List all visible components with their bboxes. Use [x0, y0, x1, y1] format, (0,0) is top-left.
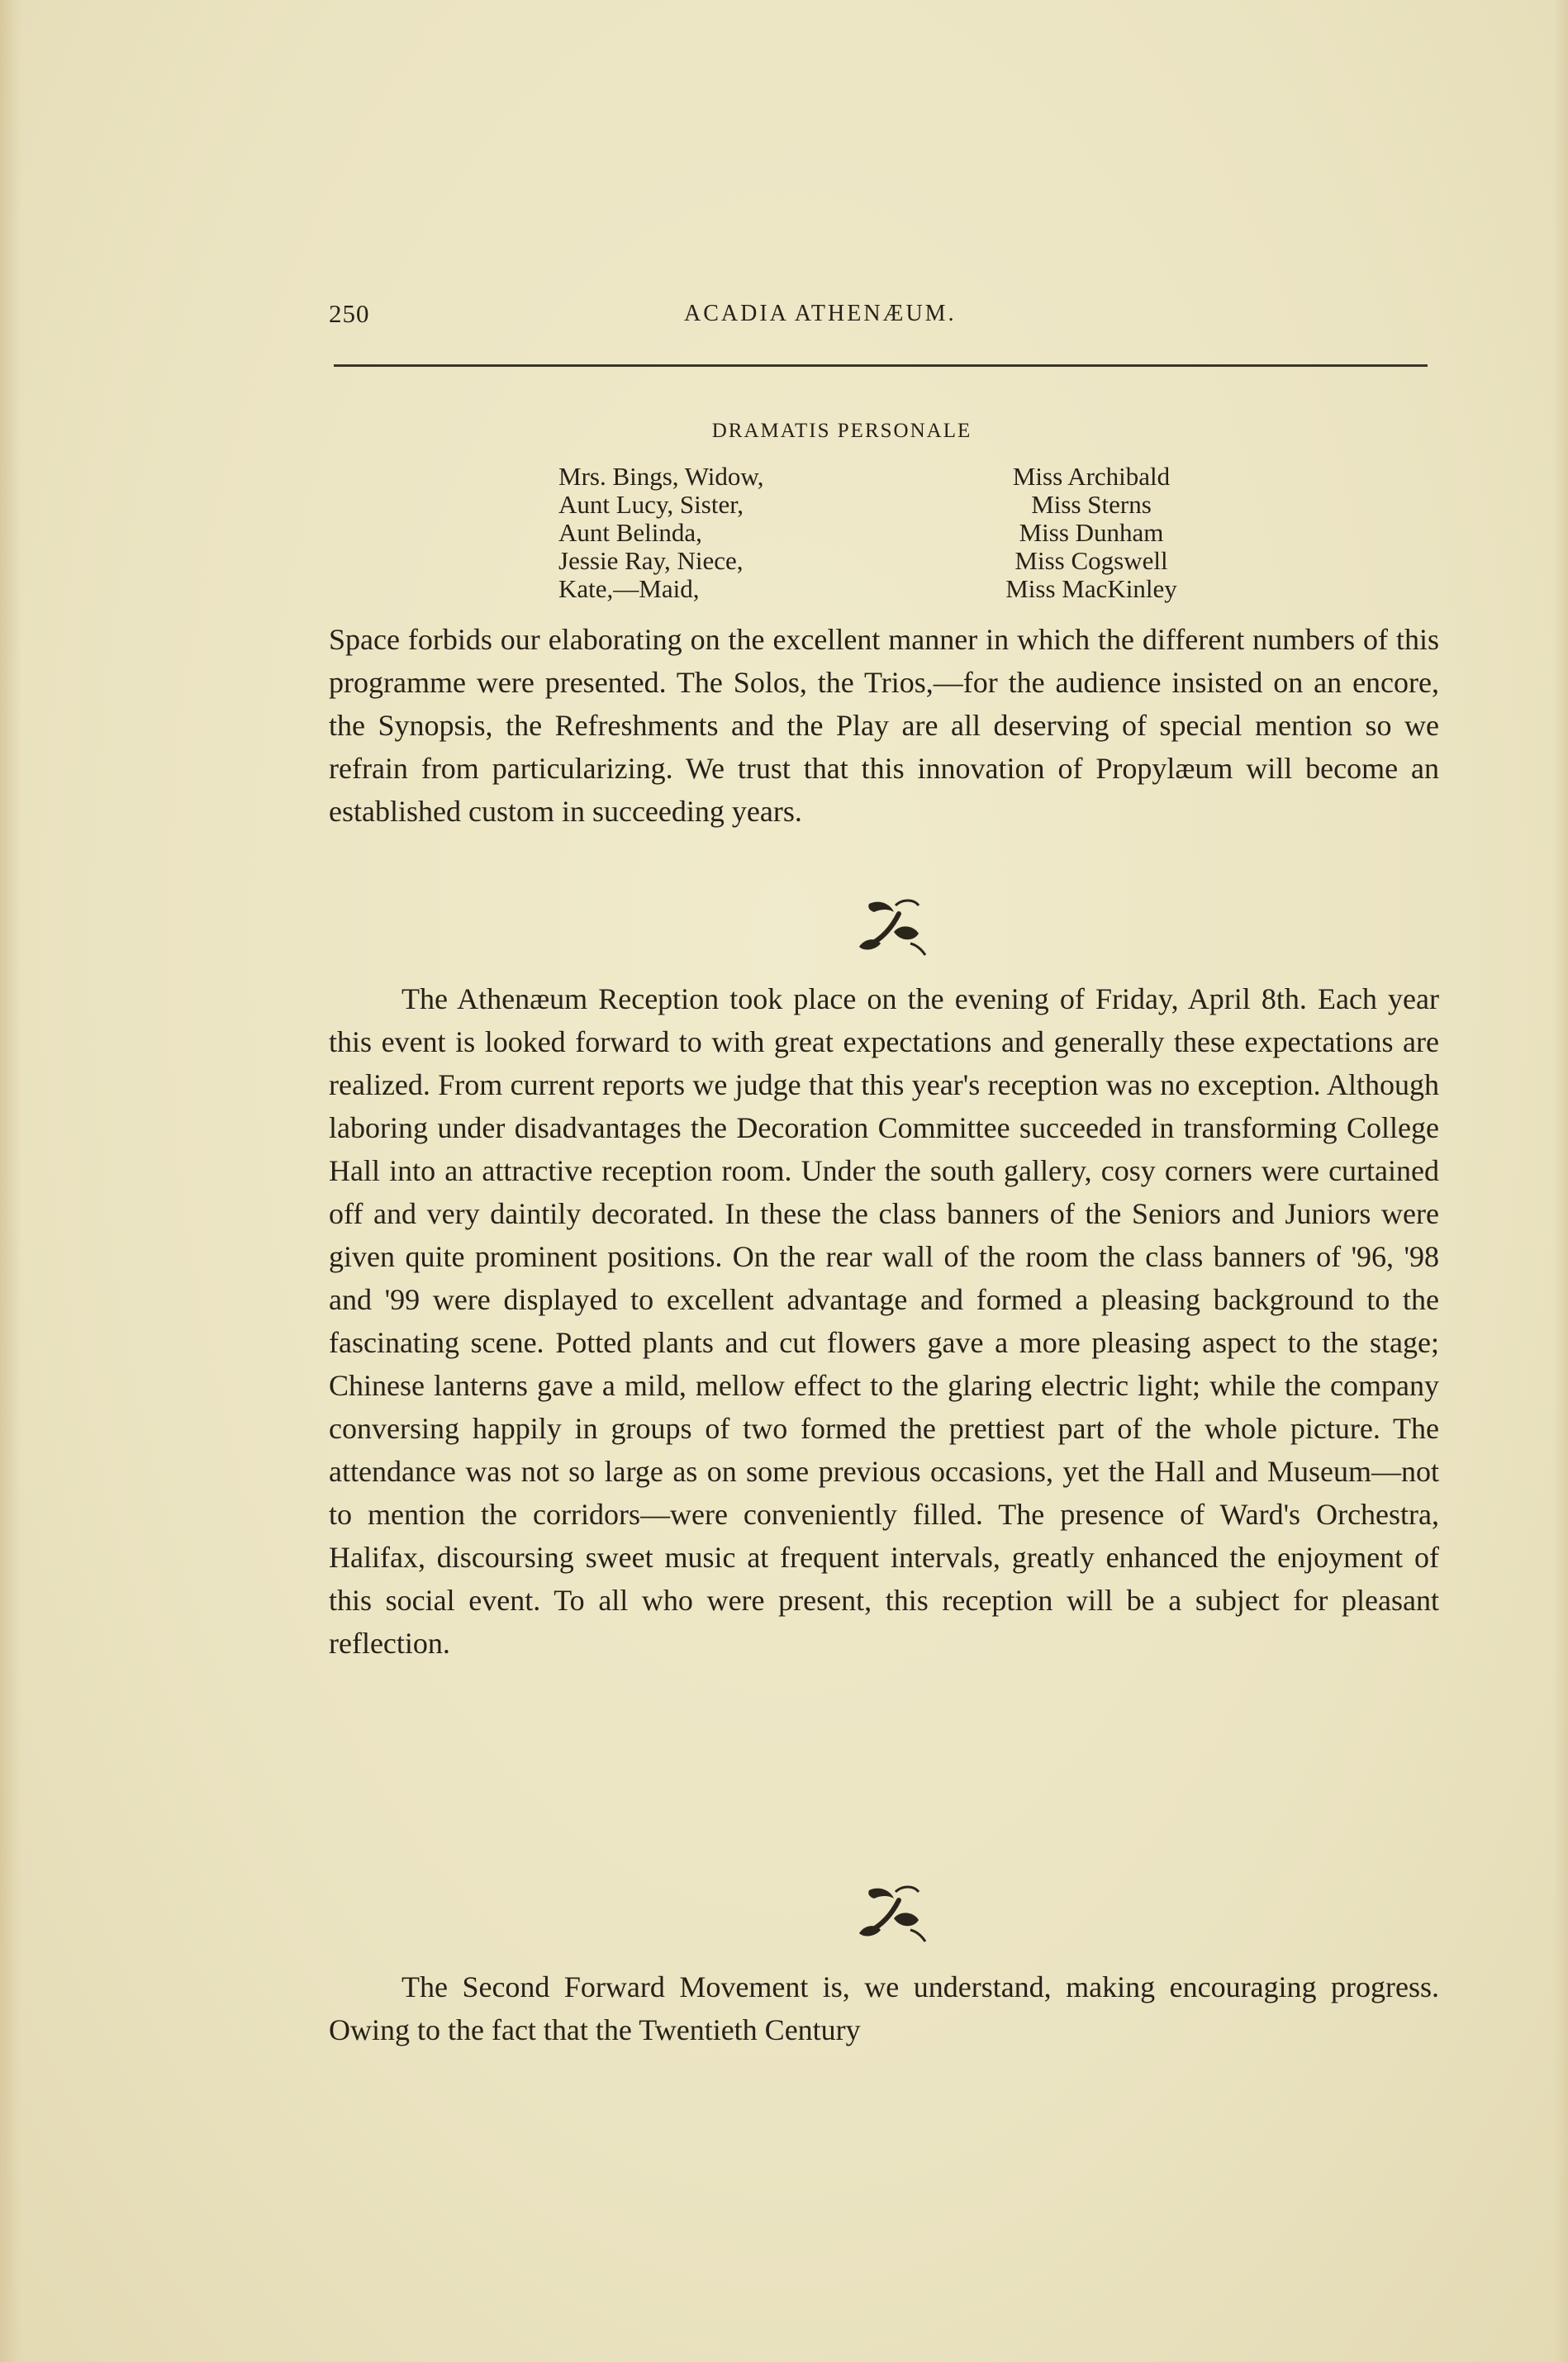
cast-row: [558, 519, 1211, 547]
dramatis-heading: DRAMATIS PERSONALE: [711, 420, 972, 442]
page-edge-shadow-right: [1553, 0, 1568, 2362]
page-edge-shadow-left: [0, 0, 21, 2362]
page-header: [329, 299, 1428, 340]
running-title: ACADIA ATHENÆUM.: [684, 301, 957, 326]
fleuron-icon: [853, 1882, 932, 1945]
cast-actor: Miss Cogswell: [1014, 546, 1168, 575]
cast-actor: Miss Archibald: [1012, 462, 1171, 491]
cast-actor: Miss Sterns: [1031, 490, 1152, 519]
paragraph-text: The Athenæum Reception took place on the evening of Friday, April 8th. Each year this event is looked forward to with great expectations and generally these expectations are realized. From current reports we judge that this year's reception was no exception. Although laboring under disadvantages the Decoration Committee succeeded in transforming College Hall into an attractive reception room. Under the south gallery, cosy corners were curtained off and very daintily decorated. In these the class banners of the Seniors and Juniors were given quite prominent positions. On the rear wall of the room the class banners of '96, '98 and '99 were displayed to excellent advantage and formed a pleasing background to the fascinating scene. Potted plants and cut flowers gave a more pleasing aspect to the stage; Chinese lanterns gave a mild, mellow effect to the glaring electric light; while the company conversing happily in groups of two formed the prettiest part of the whole picture. The attendance was not so large as on some previous occasions, yet the Hall and Museum—not to mention the corridors—were conveniently filled. The presence of Ward's Orchestra, Halifax, discoursing sweet music at frequent intervals, greatly enhanced the enjoyment of this social event. To all who were present, this reception will be a subject for pleasant reflection.: [329, 982, 1439, 1660]
page-number: 250: [329, 299, 370, 328]
paragraph-text: The Second Forward Movement is, we understand, making encouraging progress. Owing to the fact that the Twentieth Century: [329, 1970, 1439, 2046]
cast-row: [558, 491, 1211, 519]
paragraph-text: Space forbids our elaborating on the excellent manner in which the different numbers of this programme were presented. The Solos, the Trios,—for the audience insisted on an encore, the Synopsis, the Refreshments and the Play are all deserving of special mention so we refrain from particularizing. We trust that this innovation of Propylæum will become an established custom in succeeding years.: [329, 623, 1439, 828]
cast-row: [558, 463, 1211, 491]
cast-list: [558, 463, 1211, 603]
header-rule: [334, 364, 1428, 367]
cast-actor: Miss Dunham: [1019, 518, 1164, 547]
fleuron-icon: [853, 896, 932, 958]
cast-row: [558, 547, 1211, 575]
cast-role: Mrs. Bings, Widow,: [558, 462, 764, 491]
paragraph-reception: [329, 977, 1439, 1665]
cast-actor: Miss MacKinley: [1005, 574, 1177, 603]
cast-role: Aunt Belinda,: [558, 518, 702, 547]
paragraph-programme: [329, 618, 1439, 833]
cast-role: Kate,—Maid,: [558, 574, 700, 603]
cast-row: [558, 575, 1211, 603]
paragraph-forward-movement: [329, 1965, 1439, 2051]
cast-role: Aunt Lucy, Sister,: [558, 490, 744, 519]
cast-role: Jessie Ray, Niece,: [558, 546, 744, 575]
